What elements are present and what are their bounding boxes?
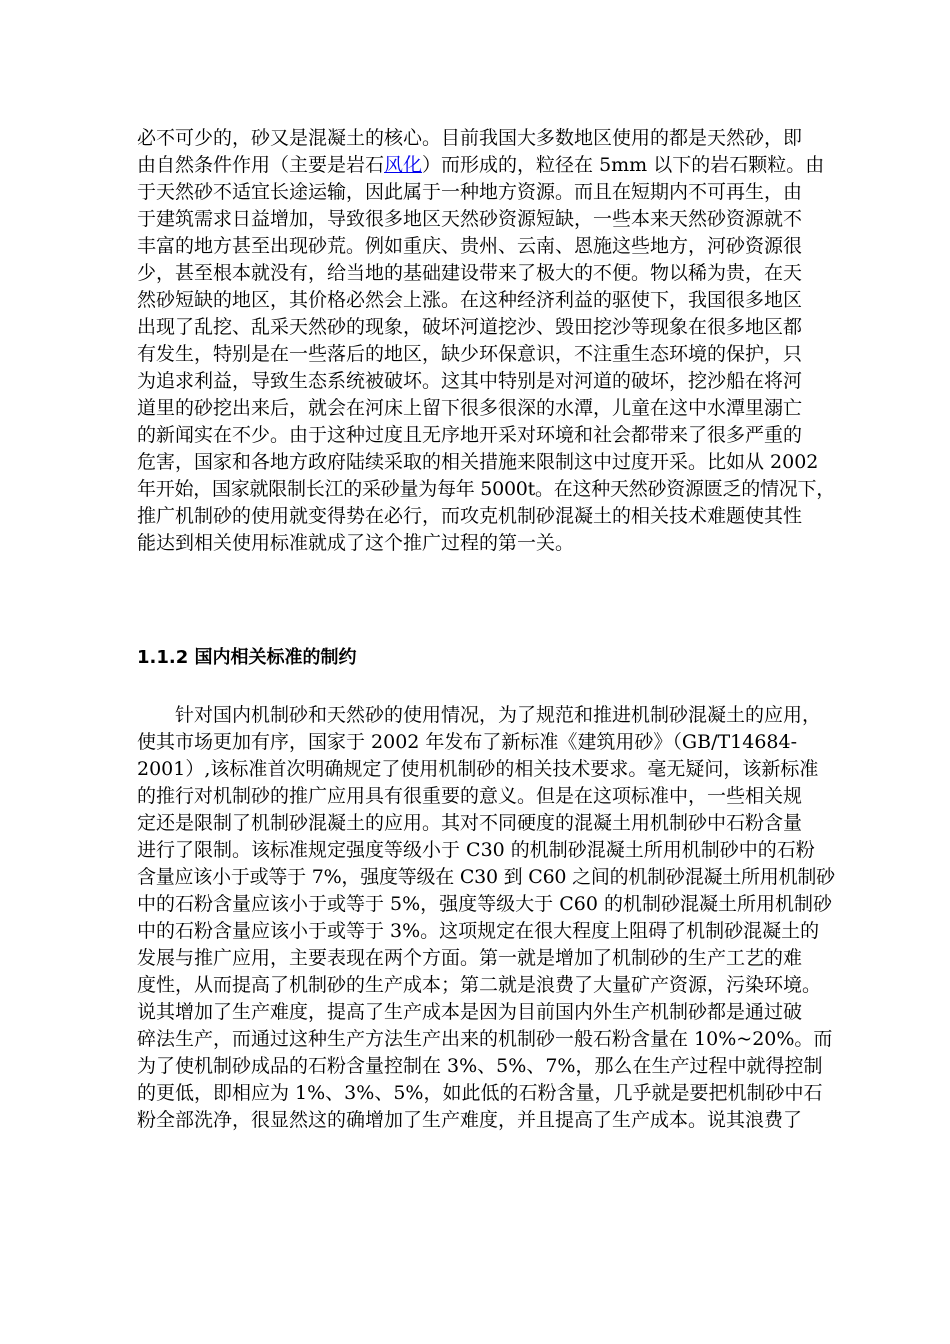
paragraph-1-line-14: 年开始，国家就限制长江的采砂量为每年 5000t。在这种天然砂资源匮乏的情况下， <box>137 478 836 500</box>
paragraph-1-line-2-after: ）而形成的，粒径在 5mm 以下的岩石颗粒。由 <box>422 154 825 176</box>
paragraph-1-line-8: 出现了乱挖、乱采天然砂的现象，破坏河道挖沙、毁田挖沙等现象在很多地区都 <box>137 316 803 338</box>
paragraph-1-line-4: 于建筑需求日益增加，导致很多地区天然砂资源短缺，一些本来天然砂资源就不 <box>137 208 803 230</box>
paragraph-1-line-5: 丰富的地方甚至出现砂荒。例如重庆、贵州、云南、恩施这些地方，河砂资源很 <box>137 235 803 257</box>
paragraph-1-line-7: 然砂短缺的地区，其价格必然会上涨。在这种经济利益的驱使下，我国很多地区 <box>137 289 803 311</box>
paragraph-2-line-8: 中的石粉含量应该小于或等于 5%，强度等级大于 C60 的机制砂混凝土所用机制砂 <box>137 893 832 915</box>
paragraph-1-line-15: 推广机制砂的使用就变得势在必行，而攻克机制砂混凝土的相关技术难题使其性 <box>137 505 803 527</box>
paragraph-2-line-10: 发展与推广应用，主要表现在两个方面。第一就是增加了机制砂的生产工艺的难 <box>137 947 803 969</box>
paragraph-2-line-1: 针对国内机制砂和天然砂的使用情况，为了规范和推进机制砂混凝土的应用， <box>175 704 822 726</box>
paragraph-1-line-16: 能达到相关使用标准就成了这个推广过程的第一关。 <box>137 532 575 554</box>
paragraph-2-line-7: 含量应该小于或等于 7%，强度等级在 C30 到 C60 之间的机制砂混凝土所用机制砂 <box>137 866 835 888</box>
paragraph-1-line-9: 有发生，特别是在一些落后的地区，缺少环保意识，不注重生态环境的保护，只 <box>137 343 803 365</box>
paragraph-1-line-3: 于天然砂不适宜长途运输，因此属于一种地方资源。而且在短期内不可再生，由 <box>137 181 803 203</box>
paragraph-1-line-2 <box>137 152 824 178</box>
paragraph-2-line-14: 为了使机制砂成品的石粉含量控制在 3%、5%、7%，那么在生产过程中就得控制 <box>137 1055 823 1077</box>
paragraph-1-line-2-before: 由自然条件作用（主要是岩石 <box>137 154 385 176</box>
paragraph-2-line-3: 2001）,该标准首次明确规定了使用机制砂的相关技术要求。毫无疑问，该新标准 <box>137 758 819 780</box>
paragraph-2-line-13: 碎法生产，而通过这种生产方法生产出来的机制砂一般石粉含量在 10%~20%。而 <box>137 1028 833 1050</box>
paragraph-2-line-2: 使其市场更加有序，国家于 2002 年发布了新标准《建筑用砂》（GB/T14684- <box>137 731 798 753</box>
section-heading: 1.1.2 国内相关标准的制约 <box>137 647 357 668</box>
paragraph-2-line-16: 粉全部洗净，很显然这的确增加了生产难度，并且提高了生产成本。说其浪费了 <box>137 1109 803 1131</box>
paragraph-2-line-15: 的更低，即相应为 1%、3%、5%，如此低的石粉含量，几乎就是要把机制砂中石 <box>137 1082 823 1104</box>
paragraph-2-line-9: 中的石粉含量应该小于或等于 3%。这项规定在很大程度上阻碍了机制砂混凝土的 <box>137 920 820 942</box>
paragraph-2-line-11: 度性，从而提高了机制砂的生产成本；第二就是浪费了大量矿产资源，污染环境。 <box>137 974 822 996</box>
paragraph-2-line-4: 的推行对机制砂的推广应用具有很重要的意义。但是在这项标准中，一些相关规 <box>137 785 803 807</box>
paragraph-1-line-12: 的新闻实在不少。由于这种过度且无序地开采对环境和社会都带来了很多严重的 <box>137 424 803 446</box>
paragraph-1-line-11: 道里的砂挖出来后，就会在河床上留下很多很深的水潭，儿童在这中水潭里溺亡 <box>137 397 803 419</box>
paragraph-2-line-5: 定还是限制了机制砂混凝土的应用。其对不同硬度的混凝土用机制砂中石粉含量 <box>137 812 803 834</box>
paragraph-1-line-10: 为追求利益，导致生态系统被破坏。这其中特别是对河道的破坏，挖沙船在将河 <box>137 370 803 392</box>
paragraph-1-line-6: 少，甚至根本就没有，给当地的基础建设带来了极大的不便。物以稀为贵，在天 <box>137 262 803 284</box>
fenghua-link[interactable]: 风化 <box>384 154 423 176</box>
paragraph-1-line-13: 危害，国家和各地方政府陆续采取的相关措施来限制这中过度开采。比如从 2002 <box>137 451 819 473</box>
paragraph-2-line-12: 说其增加了生产难度，提高了生产成本是因为目前国内外生产机制砂都是通过破 <box>137 1001 803 1023</box>
paragraph-1-line-1: 必不可少的，砂又是混凝土的核心。目前我国大多数地区使用的都是天然砂，即 <box>137 127 803 149</box>
paragraph-2-line-6: 进行了限制。该标准规定强度等级小于 C30 的机制砂混凝土所用机制砂中的石粉 <box>137 839 815 861</box>
